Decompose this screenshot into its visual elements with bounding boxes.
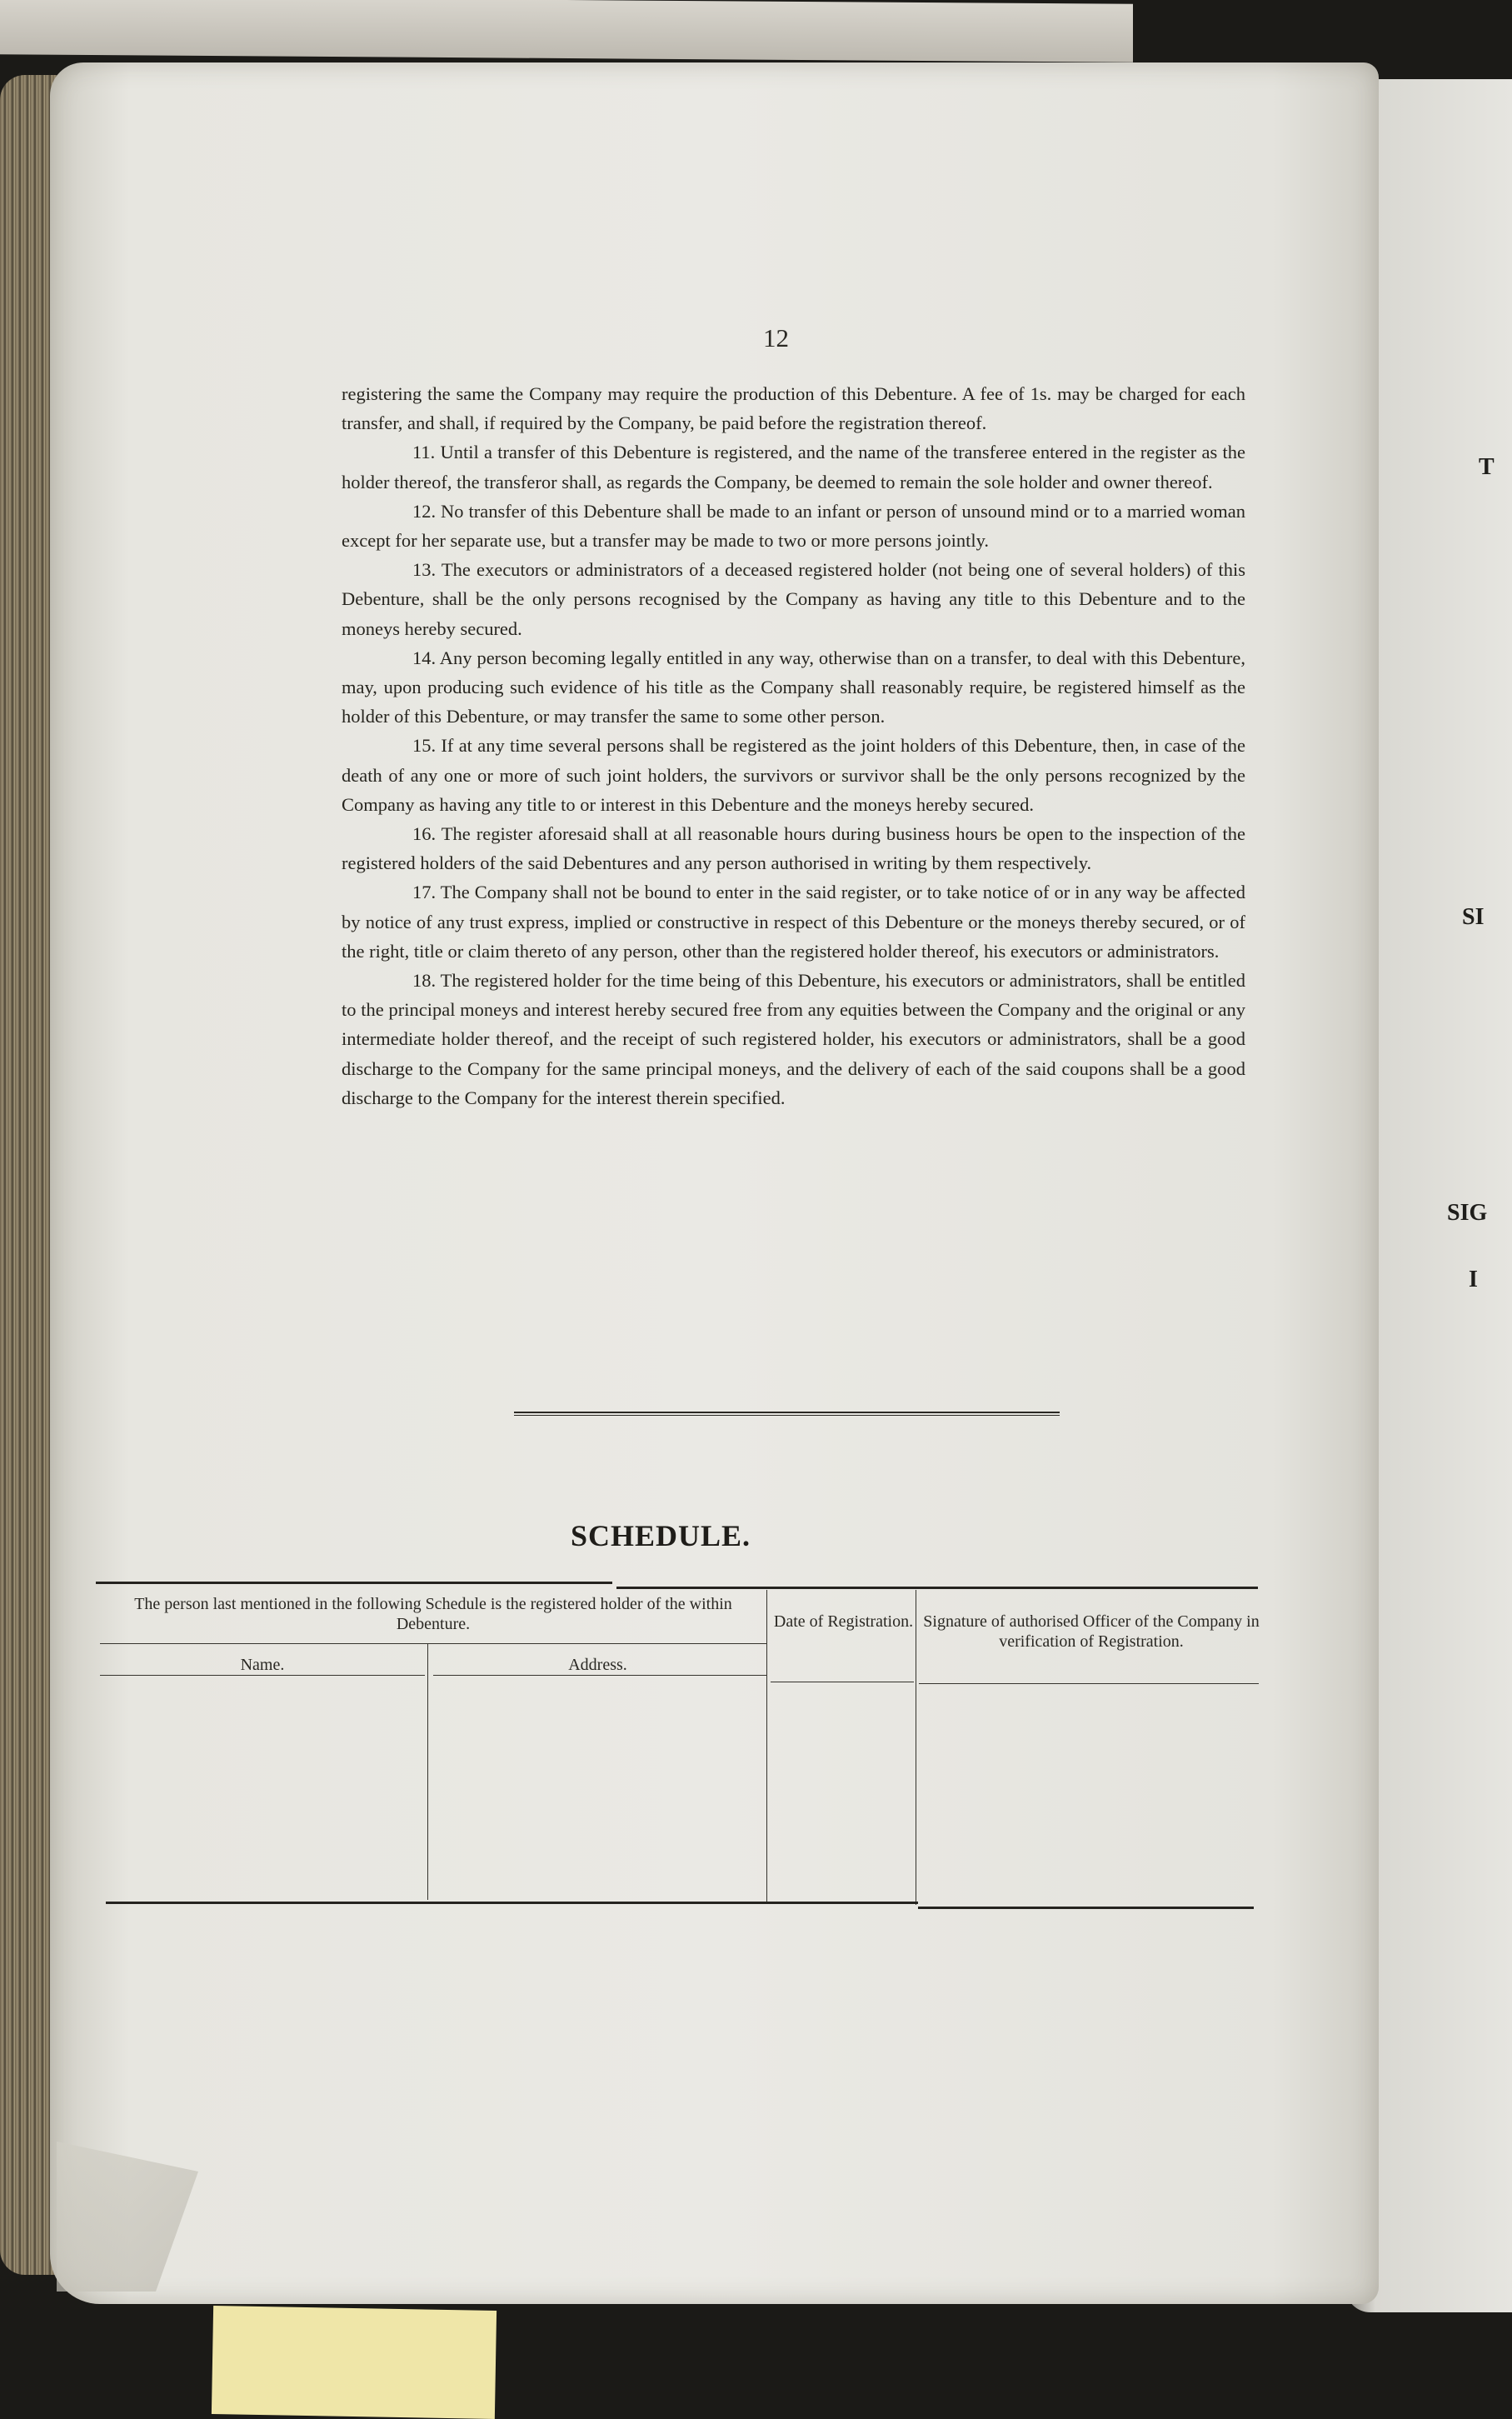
column-header-date: Date of Registration. xyxy=(773,1612,914,1631)
paragraph-13: 13. The executors or administrators of a deceased registered holder (not being one of several holders) of this Debenture, shall be the only persons recognised by the Company as having any title to this Debenture and to the moneys hereby secured. xyxy=(342,559,1245,639)
paragraph-17: 17. The Company shall not be bound to enter in the said register, or to take notice of or in any way be affected by notice of any trust express, implied or constructive in respect of this Debenture or the moneys thereby secured, or of the right, title or claim thereto of any person, other than the registered holder thereof, his executors or administrators. xyxy=(342,882,1245,962)
top-paper-strip xyxy=(0,0,1133,62)
column-header-name: Name. xyxy=(240,1656,285,1674)
schedule-group-header: The person last mentioned in the following Schedule is the registered holder of the within Debenture. xyxy=(134,1595,732,1633)
page-number: 12 xyxy=(763,323,789,352)
facing-page-fragment: SIG xyxy=(1447,1200,1488,1226)
paragraph-continuation: registering the same the Company may require the production of this Debenture. A fee of 1s. may be charged for each transfer, and shall, if required by the Company, be paid before the registration thereof. xyxy=(342,383,1245,434)
paragraph-15: 15. If at any time several persons shall be registered as the joint holders of this Debenture, then, in case of the death of any one or more of such joint holders, the survivors or survivor shall be the only persons recognized by the Company as having any title to or interest in this Debenture and the moneys hereby secured. xyxy=(342,735,1245,815)
paragraph-12: 12. No transfer of this Debenture shall be made to an infant or person of unsound mind or to a married woman except for her separate use, but a transfer may be made to two or more persons jointly. xyxy=(342,500,1245,552)
column-header-address: Address. xyxy=(568,1656,627,1674)
column-divider xyxy=(427,1643,428,1900)
schedule-table xyxy=(96,1582,1260,1915)
facing-page-fragment: T xyxy=(1479,454,1495,480)
facing-page-fragment: SI xyxy=(1462,904,1485,930)
schedule-title: SCHEDULE. xyxy=(571,1519,751,1552)
facing-page-fragment: I xyxy=(1469,1267,1478,1292)
section-divider xyxy=(514,1412,1060,1416)
table-bottom-rule xyxy=(918,1907,1254,1909)
table-top-rule xyxy=(96,1582,612,1584)
paragraph-11: 11. Until a transfer of this Debenture is registered, and the name of the transferee entered in the register as the holder thereof, the transferor shall, as regards the Company, be deemed to remain the sole holder and owner thereof. xyxy=(342,442,1245,492)
table-top-rule xyxy=(616,1587,1258,1589)
column-divider xyxy=(766,1590,767,1902)
header-bottom-rule xyxy=(433,1675,766,1676)
body-text xyxy=(342,379,1245,1112)
column-header-signature: Signature of authorised Officer of the Company in verification of Registration. xyxy=(923,1612,1260,1651)
paragraph-14: 14. Any person becoming legally entitled in any way, otherwise than on a transfer, to deal with this Debenture, may, upon producing such evidence of his title as the Company shall reasonably require, be registered himself as the holder of this Debenture, or may transfer the same to some other person. xyxy=(342,647,1245,727)
header-bottom-rule xyxy=(919,1683,1259,1684)
header-divider xyxy=(100,1643,766,1644)
sticky-note xyxy=(212,2306,497,2419)
table-bottom-rule xyxy=(106,1902,918,1904)
paragraph-18: 18. The registered holder for the time being of this Debenture, his executors or administrators, shall be entitled to the principal moneys and interest hereby secured free from any equities between the Company and the original or any intermediate holder thereof, and the receipt of such registered holder, his executors or administrators, shall be a good discharge to the Company for the same principal moneys, and the delivery of each of the said coupons shall be a good discharge to the Company for the interest therein specified. xyxy=(342,970,1245,1108)
paragraph-16: 16. The register aforesaid shall at all reasonable hours during business hours be open to the inspection of the registered holders of the said Debentures and any person authorised in writing by them respectively. xyxy=(342,823,1245,874)
header-bottom-rule xyxy=(100,1675,425,1676)
